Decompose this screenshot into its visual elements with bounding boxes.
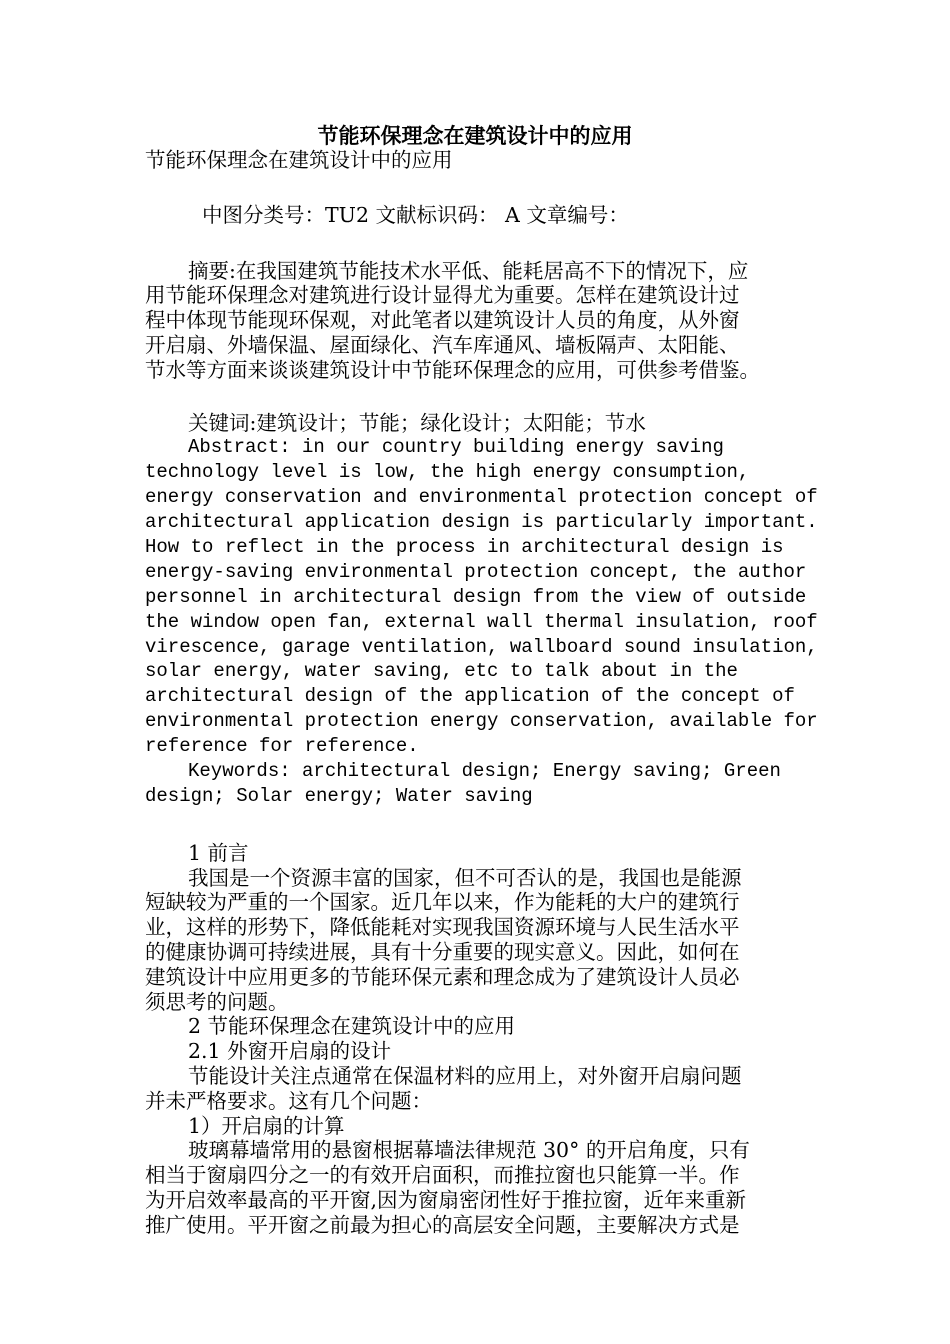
document-title: 节能环保理念在建筑设计中的应用 [317, 123, 633, 148]
section-1-line: 建筑设计中应用更多的节能环保元素和理念成为了建筑设计人员必 [145, 964, 740, 989]
abstract-en-line: technology level is low, the high energy consumption, [145, 461, 750, 484]
abstract-en-line: architectural design of the application of the concept of [145, 685, 795, 708]
document-subtitle: 节能环保理念在建筑设计中的应用 [145, 148, 453, 172]
section-2-1-body [145, 1064, 807, 1114]
section-2-1-line: 并未严格要求。这有几个问题： [145, 1088, 432, 1113]
document-body [145, 148, 818, 1237]
spacer [145, 383, 807, 411]
abstract-zh [145, 259, 807, 383]
item-1-line: 为开启效率最高的平开窗,因为窗扇密闭性好于推拉窗，近年来重新 [145, 1187, 747, 1212]
section-1-line: 须思考的问题。 [145, 989, 289, 1014]
abstract-en-line: energy-saving environmental protection concept, the author [145, 560, 807, 583]
abstract-en-line: reference for reference. [145, 735, 419, 758]
section-1-line: 短缺较为严重的一个国家。近几年以来，作为能耗的大户的建筑行 [145, 890, 740, 915]
spacer [145, 228, 807, 259]
keywords-zh: 关键词:建筑设计；节能；绿化设计；太阳能；节水 [188, 410, 646, 435]
abstract-en-line: the window open fan, external wall thermal insulation, roof [145, 610, 818, 633]
abstract-en-line: How to reflect in the process in architectural design is [145, 535, 784, 558]
keywords-en [145, 759, 807, 809]
abstract-en-line: environmental protection energy conservation, available for [145, 710, 818, 733]
abstract-zh-line: 开启扇、外墙保温、屋面绿化、汽车库通风、墙板隔声、太阳能、 [145, 332, 740, 357]
abstract-en-line: solar energy, water saving, etc to talk about in the [145, 660, 738, 683]
section-1-body [145, 866, 807, 1015]
section-1-line: 业，这样的形势下，降低能耗对实现我国资源环境与人民生活水平 [145, 915, 740, 940]
item-1-line: 推广使用。平开窗之前最为担心的高层安全问题，主要解决方式是 [145, 1212, 740, 1237]
abstract-en-line: personnel in architectural design from the view of outside [145, 585, 807, 608]
section-2-heading: 2 节能环保理念在建筑设计中的应用 [188, 1014, 516, 1039]
section-2-1-line: 节能设计关注点通常在保温材料的应用上，对外窗开启扇问题 [188, 1063, 742, 1088]
abstract-en [145, 435, 818, 759]
spacer [145, 809, 807, 841]
section-1-line: 我国是一个资源丰富的国家，但不可否认的是，我国也是能源 [188, 865, 742, 890]
abstract-en-line: energy conservation and environmental protection concept of [145, 486, 818, 509]
item-1-body [145, 1138, 807, 1237]
keywords-en-line: design; Solar energy; Water saving [145, 784, 533, 807]
classification-line: 中图分类号：TU2 文献标识码： A 文章编号： [202, 202, 629, 227]
abstract-zh-line: 用节能环保理念对建筑进行设计显得尤为重要。怎样在建筑设计过 [145, 283, 740, 308]
abstract-en-line: Abstract: in our country building energy saving [188, 436, 724, 459]
abstract-en-line: virescence, garage ventilation, wallboard sound insulation, [145, 635, 818, 658]
section-1-heading: 1 前言 [188, 840, 249, 865]
item-1-heading: 1）开启扇的计算 [188, 1113, 345, 1138]
spacer [145, 173, 807, 203]
abstract-zh-line: 节水等方面来谈谈建筑设计中节能环保理念的应用，可供参考借鉴。 [145, 357, 760, 382]
abstract-zh-line: 程中体现节能现环保观，对此笔者以建筑设计人员的角度，从外窗 [145, 308, 740, 333]
abstract-en-line: architectural application design is particularly important. [145, 511, 818, 534]
item-1-line: 相当于窗扇四分之一的有效开启面积，而推拉窗也只能算一半。作 [145, 1163, 740, 1188]
item-1-line: 玻璃幕墙常用的悬窗根据幕墙法律规范 30° 的开启角度，只有 [188, 1138, 750, 1163]
section-1-line: 的健康协调可持续进展，具有十分重要的现实意义。因此，如何在 [145, 939, 740, 964]
abstract-zh-line: 摘要:在我国建筑节能技术水平低、能耗居高不下的情况下，应 [188, 258, 749, 283]
keywords-en-line: Keywords: architectural design; Energy saving; Green [188, 759, 781, 782]
section-2-1-heading: 2.1 外窗开启扇的设计 [188, 1039, 392, 1064]
